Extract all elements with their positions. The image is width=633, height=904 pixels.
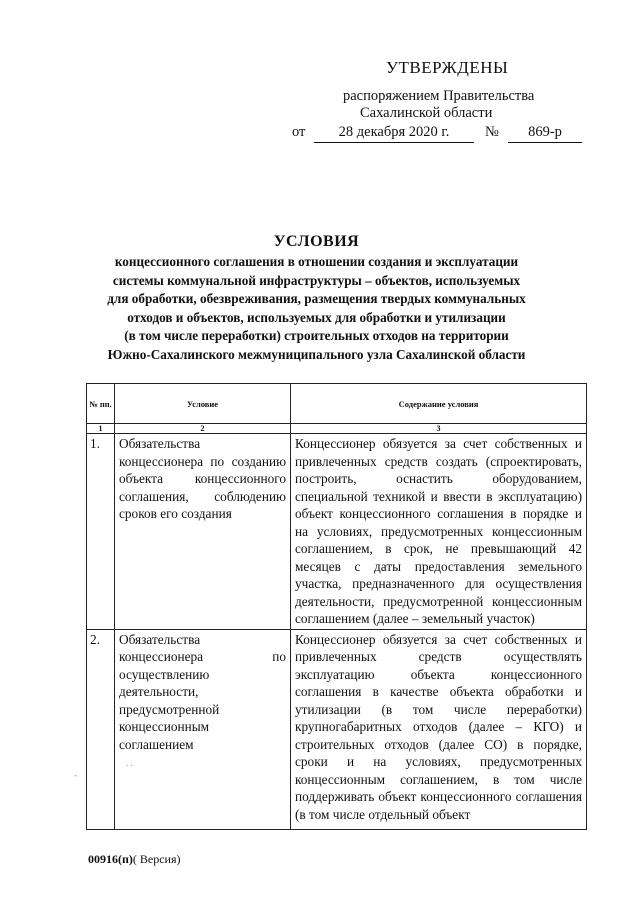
- document-title: УСЛОВИЯ: [273, 233, 360, 250]
- approval-line-2: Сахалинской области: [360, 105, 493, 121]
- header-condition: Условие: [115, 384, 291, 424]
- column-number: 2: [115, 424, 291, 434]
- subtitle-line: Южно-Сахалинского межмуниципального узла Сахалинской области: [107, 346, 526, 362]
- approval-title: УТВЕРЖДЕНЫ: [386, 58, 509, 77]
- conditions-table: [86, 383, 587, 830]
- subtitle-line: (в том числе переработки) строительных отходов на территории: [124, 328, 509, 344]
- subtitle-line: отходов и объектов, используемых для обработки и утилизации: [127, 309, 506, 325]
- row-content-text: Концессионер обязуется за счет собственных и привлеченных средств осуществлять эксплуатацию объекта концессионного соглашения в качестве объекта обработки и утилизации (в том числе переработки) крупногабаритных отходов (далее – КГО) и строительных отходов (далее СО) в порядке, сроки и на условиях, предусмотренных концессионным соглашением, в том числе поддерживать объект концессионного соглашения (в том числе отдельный объект: [295, 631, 582, 822]
- document-subtitle: [0, 253, 633, 365]
- subtitle-line: для обработки, обезвреживания, размещения твердых коммунальных: [107, 291, 526, 307]
- row-content: Концессионер обязуется за счет собственных и привлеченных средств создать (спроектировать, построить, оснастить оборудованием, специальной техникой и ввести в эксплуатацию) объект концессионного соглашения в порядке и на условиях, предусмотренных концессионным соглашением, в срок, не превышающий 42 месяцев с даты предоставления земельного участка, предназначенного для осуществления деятельности, предусмотренной концессионным соглашением (далее – земельный участок): [291, 434, 587, 630]
- scan-mark: -: [74, 770, 77, 780]
- row-number: 2.: [87, 629, 115, 829]
- column-number: 1: [87, 424, 115, 434]
- row-content: [291, 629, 587, 829]
- order-number: 869-р: [508, 124, 582, 143]
- order-date: 28 декабря 2020 г.: [314, 124, 474, 143]
- document-code: 00916(п): [88, 852, 133, 866]
- column-number-row: [87, 424, 587, 434]
- row-condition: Обязательства концессионера по осуществлению деятельности, предусмотренной концессионным соглашением: [115, 629, 291, 829]
- column-number: 3: [291, 424, 587, 434]
- document-version: ( Версия): [132, 852, 181, 866]
- table-row: [87, 434, 587, 630]
- scan-mark: . .: [126, 758, 133, 768]
- header-content: Содержание условия: [291, 384, 587, 424]
- subtitle-line: концессионного соглашения в отношении создания и эксплуатации: [114, 254, 519, 269]
- row-condition: Обязательства концессионера по созданию объекта концессионного соглашения, соблюдению сроков его создания: [115, 434, 291, 630]
- approval-line-1: распоряжением Правительства: [343, 88, 535, 104]
- table-row: [87, 629, 587, 829]
- table-header-row: [87, 384, 587, 424]
- document-footer: [88, 852, 181, 867]
- from-label: от: [292, 124, 306, 140]
- header-number: № пп.: [87, 384, 115, 424]
- subtitle-line: системы коммунальной инфраструктуры – объектов, используемых: [112, 272, 521, 288]
- row-number: 1.: [87, 434, 115, 630]
- number-label: №: [485, 124, 499, 140]
